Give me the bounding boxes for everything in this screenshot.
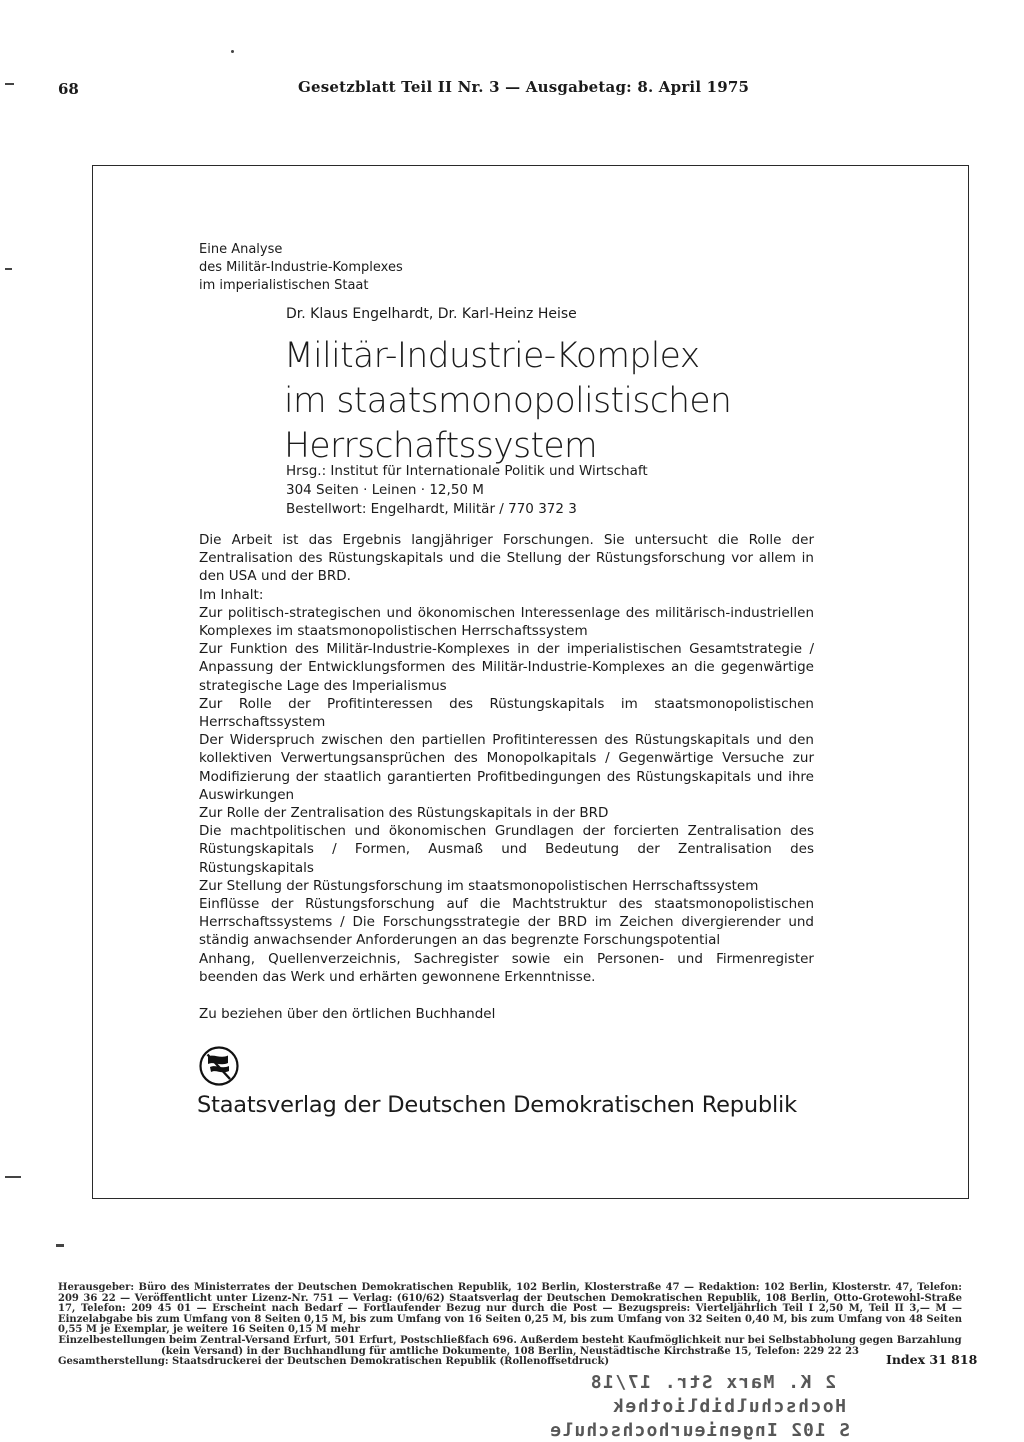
colophon-imprint: Herausgeber: Büro des Ministerrates der Deutschen Demokratischen Republik, 102 Berlin, Klosterstraße 47 — Redaktion: 102 Berlin, Klosterstr. 47, Telefon: 209 36 22 — Veröffentlicht unter Lizenz-Nr. 751 — Verlag: (610/62) Staatsverlag der Deutschen Demokratischen Republik, 108 Berlin, Otto-Grotewohl-Straße 17, Telefon: 209 45 01 — Erscheint nach Bedarf — Fortlaufender Bezug nur durch die Post — Bezugspreis: Vierteljährlich Teil I 2,50 M, Teil II 3,— M — Einzelabgabe bis zum Umfang von 8 Seiten 0,15 M, bis zum Umfang von 16 Seiten 0,25 M, bis zum Umfang von 32 Seiten 0,40 M, bis zum Umfang von 48 Seiten 0,55 M je Exemplar, je weitere 16 Seiten 0,15 M mehr — [58, 1282, 962, 1336]
publisher-flag-logo-icon — [199, 1046, 239, 1086]
title-line: im staatsmonopolistischen — [284, 381, 732, 421]
contents-item: Einflüsse der Rüstungsforschung auf die Machtstruktur des staatsmonopolistischen Herrschaftssystems / Die Forschungsstrategie der BRD im Zeichen divergierender und ständig anwachsender Anforderungen an das begrenzte Forschungspotential — [199, 896, 814, 949]
contents-item: Anhang, Quellenverzeichnis, Sachregister sowie ein Personen- und Firmenregister beenden das Werk und erhärten gewonnene Erkenntnisse. — [199, 950, 814, 985]
colophon — [58, 1283, 962, 1368]
contents-item: Zur Stellung der Rüstungsforschung im staatsmonopolistischen Herrschaftssystem — [199, 877, 759, 894]
distribution-note: Zu beziehen über den örtlichen Buchhandel — [199, 1006, 496, 1022]
contents-item: Zur politisch-strategischen und ökonomischen Interessenlage des militärisch-industriellen Komplexes im staatsmonopolistischen Herrschaftssystem — [199, 604, 814, 640]
colophon-printer: Gesamtherstellung: Staatsdruckerei der Deutschen Demokratischen Republik (Rollenoffsetdruck) — [58, 1356, 610, 1368]
svg-text:S 102 Ingenieurhochschule: S 102 Ingenieurhochschule — [549, 1420, 850, 1440]
running-head: Gesetzblatt Teil II Nr. 3 — Ausgabetag: 8. April 1975 — [298, 78, 750, 96]
colophon-orders: Einzelbestellungen beim Zentral-Versand Erfurt, 501 Erfurt, Postschließfach 696. Außerdem besteht Kaufmöglichkeit nur bei Selbstabholung gegen Barzahlung (kein Versand) in der Buchhandlung für amtliche Dokumente, 108 Berlin, Neustädtische Kirchstraße 15, Telefon: 229 22 23 — [58, 1334, 962, 1357]
intro-text — [199, 241, 403, 295]
scan-mark — [5, 83, 14, 85]
library-stamp — [510, 1368, 850, 1440]
title-line: Herrschaftssystem — [284, 426, 598, 466]
description-paragraph: Die Arbeit ist das Ergebnis langjähriger Forschungen. Sie untersucht die Rolle der Zentralisation des Rüstungskapitals und die Stellung der Rüstungsforschung vor allem in den USA und der BRD. — [199, 532, 814, 585]
publication-details — [286, 462, 648, 519]
book-authors: Dr. Klaus Engelhardt, Dr. Karl-Heinz Heise — [286, 306, 577, 322]
contents-heading: Im Inhalt: — [199, 586, 264, 603]
scan-mark — [231, 50, 234, 53]
index-number: Index 31 818 — [886, 1352, 978, 1367]
scan-mark — [5, 268, 12, 270]
scan-mark — [5, 1176, 21, 1178]
contents-item: Zur Funktion des Militär-Industrie-Komplexes in der imperialistischen Gesamtstrategie / Anpassung der Entwicklungsformen des Militär-Industrie-Komplexes an die gegenwärtige strategische Lage des Imperialismus — [199, 641, 814, 694]
scan-mark — [56, 1244, 64, 1247]
book-description — [199, 531, 814, 986]
page-number: 68 — [58, 80, 79, 98]
format-and-price: 304 Seiten · Leinen · 12,50 M — [286, 482, 484, 498]
publisher-institute: Hrsg.: Institut für Internationale Politik und Wirtschaft — [286, 463, 648, 479]
contents-item: Zur Rolle der Profitinteressen des Rüstungskapitals im staatsmonopolistischen Herrschaftssystem — [199, 695, 814, 731]
order-code: Bestellwort: Engelhardt, Militär / 770 372 3 — [286, 501, 577, 517]
contents-item: Der Widerspruch zwischen den partiellen Profitinteressen des Rüstungskapitals und den kollektiven Verwertungsansprüchen des Monopolkapitals / Gegenwärtige Versuche zur Modifizierung der staatlich garantierten Profitbedingungen des Rüstungskapitals und ihre Auswirkungen — [199, 732, 814, 803]
svg-text:2 K. Marx Str. 17/18: 2 K. Marx Str. 17/18 — [589, 1372, 836, 1393]
book-title — [284, 334, 731, 469]
intro-line: im imperialistischen Staat — [199, 278, 369, 293]
title-line: Militär-Industrie-Komplex — [284, 336, 700, 376]
publisher-name: Staatsverlag der Deutschen Demokratischen Republik — [197, 1092, 797, 1118]
intro-line: des Militär-Industrie-Komplexes — [199, 260, 403, 275]
intro-line: Eine Analyse — [199, 242, 283, 257]
contents-item: Die machtpolitischen und ökonomischen Grundlagen der forcierten Zentralisation des Rüstungskapitals / Formen, Ausmaß und Bedeutung der Zentralisation des Rüstungskapitals — [199, 823, 814, 876]
svg-text:Hochschulbibliothek: Hochschulbibliothek — [611, 1396, 846, 1417]
contents-item: Zur Rolle der Zentralisation des Rüstungskapitals in der BRD — [199, 805, 609, 822]
